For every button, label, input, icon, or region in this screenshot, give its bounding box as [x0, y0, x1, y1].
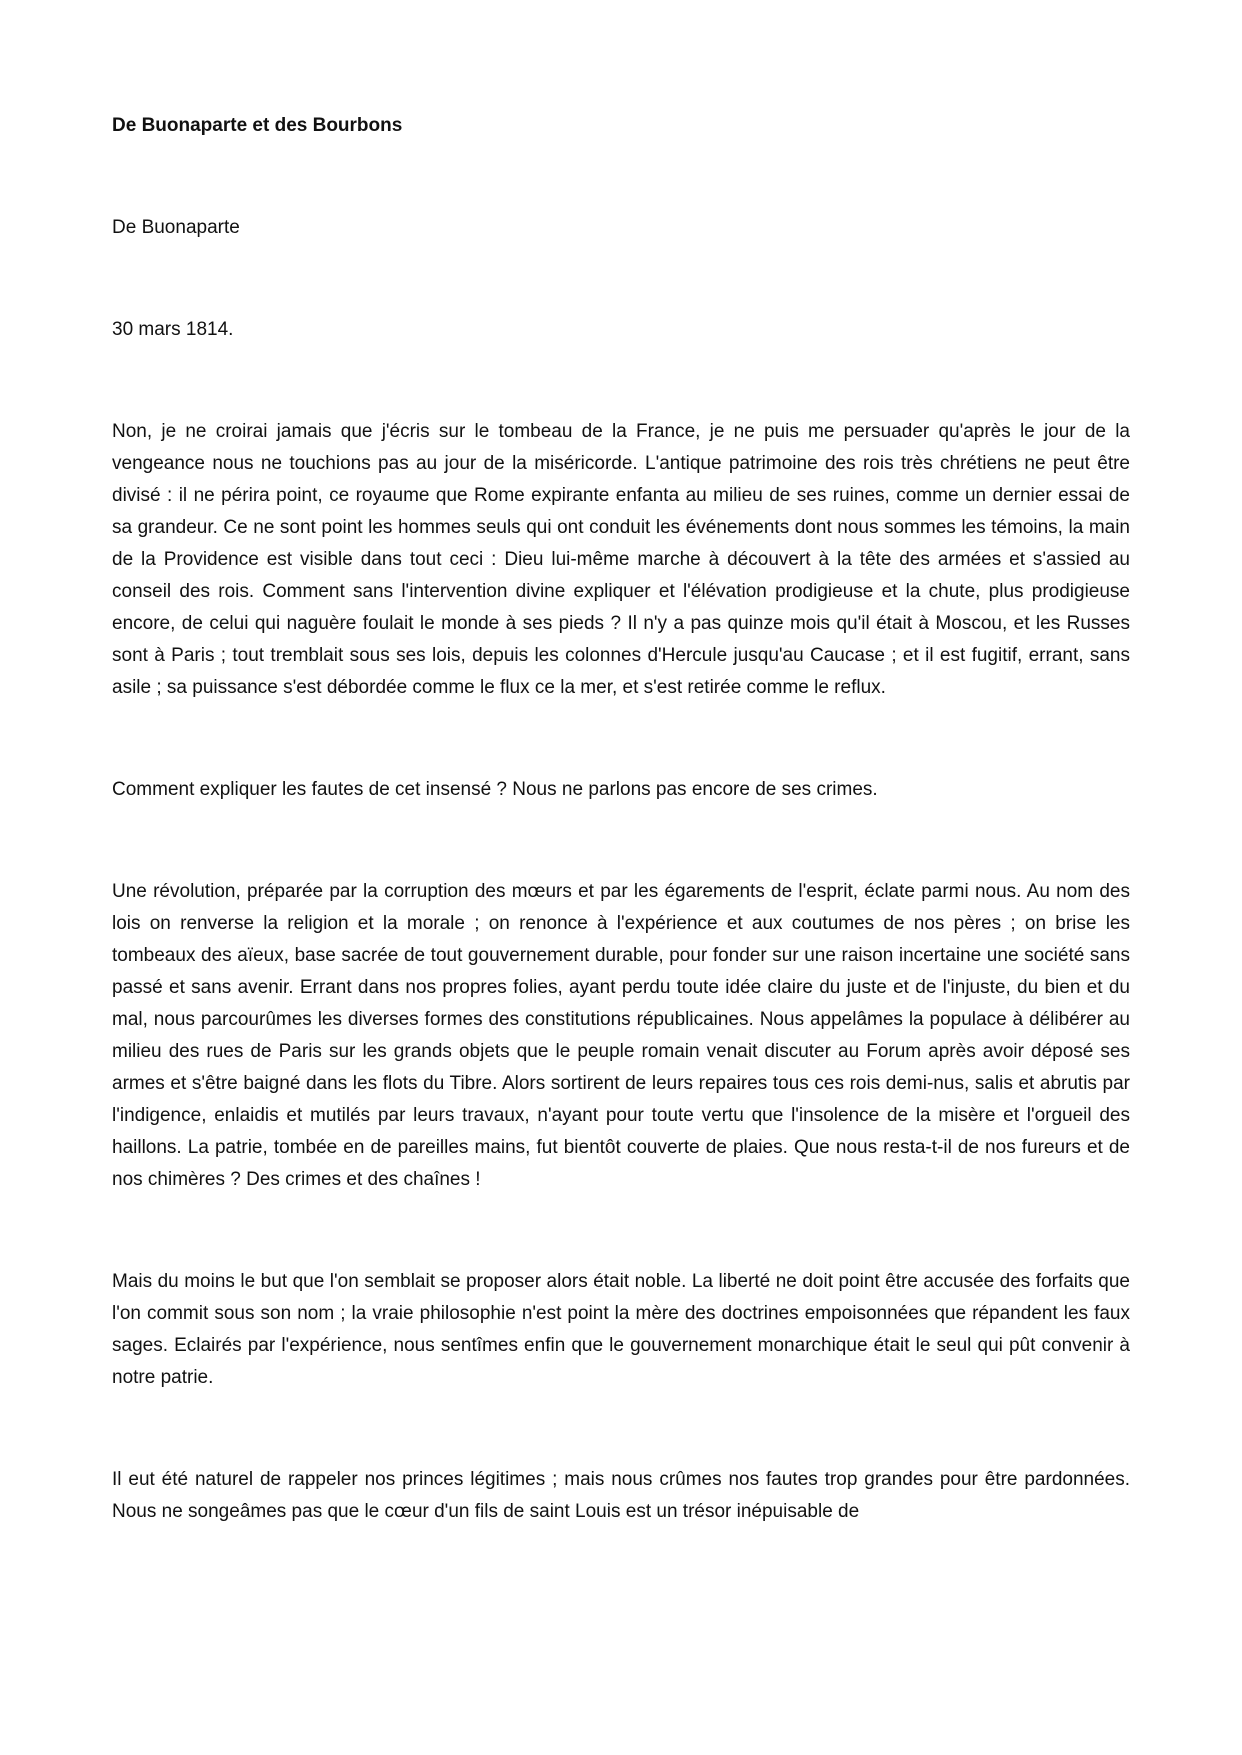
- paragraph-4: Mais du moins le but que l'on semblait se proposer alors était noble. La liberté ne doit point être accusée des forfaits que l'on commit sous son nom ; la vraie philosophie n'est point la mère des doctrines empoisonnées que répandent les faux sages. Eclairés par l'expérience, nous sentîmes enfin que le gouvernement monarchique était le seul qui pût convenir à notre patrie.: [112, 1271, 1130, 1388]
- paragraph-2: Comment expliquer les fautes de cet insensé ? Nous ne parlons pas encore de ses crimes.: [112, 779, 878, 800]
- paragraph-5: Il eut été naturel de rappeler nos princes légitimes ; mais nous crûmes nos fautes trop grandes pour être pardonnées. Nous ne songeâmes pas que le cœur d'un fils de saint Louis est un trésor inépuisable de: [112, 1469, 1130, 1522]
- document-date: 30 mars 1814.: [112, 319, 234, 340]
- paragraph-3: Une révolution, préparée par la corruption des mœurs et par les égarements de l'esprit, éclate parmi nous. Au nom des lois on renverse la religion et la morale ; on renonce à l'expérience et aux coutumes de nos pères ; on brise les tombeaux des aïeux, base sacrée de tout gouvernement durable, pour fonder sur une raison incertaine une société sans passé et sans avenir. Errant dans nos propres folies, ayant perdu toute idée claire du juste et de l'injuste, du bien et du mal, nous parcourûmes les diverses formes des constitutions républicaines. Nous appelâmes la populace à délibérer au milieu des rues de Paris sur les grands objets que le peuple romain venait discuter au Forum après avoir déposé ses armes et s'être baigné dans les flots du Tibre. Alors sortirent de leurs repaires tous ces rois demi-nus, salis et abrutis par l'indigence, enlaidis et mutilés par leurs travaux, n'ayant pour toute vertu que l'insolence de la misère et l'orgueil des haillons. La patrie, tombée en de pareilles mains, fut bientôt couverte de plaies. Que nous resta-t-il de nos fureurs et de nos chimères ? Des crimes et des chaînes !: [112, 881, 1130, 1190]
- section-title: De Buonaparte: [112, 217, 240, 238]
- document-page: [112, 110, 1130, 1528]
- document-title: De Buonaparte et des Bourbons: [112, 115, 403, 136]
- paragraph-1: Non, je ne croirai jamais que j'écris sur le tombeau de la France, je ne puis me persuader qu'après le jour de la vengeance nous ne touchions pas au jour de la miséricorde. L'antique patrimoine des rois très chrétiens ne peut être divisé : il ne périra point, ce royaume que Rome expirante enfanta au milieu de ses ruines, comme un dernier essai de sa grandeur. Ce ne sont point les hommes seuls qui ont conduit les événements dont nous sommes les témoins, la main de la Providence est visible dans tout ceci : Dieu lui-même marche à découvert à la tête des armées et s'assied au conseil des rois. Comment sans l'intervention divine expliquer et l'élévation prodigieuse et la chute, plus prodigieuse encore, de celui qui naguère foulait le monde à ses pieds ? Il n'y a pas quinze mois qu'il était à Moscou, et les Russes sont à Paris ; tout tremblait sous ses lois, depuis les colonnes d'Hercule jusqu'au Caucase ; et il est fugitif, errant, sans asile ; sa puissance s'est débordée comme le flux ce la mer, et s'est retirée comme le reflux.: [112, 421, 1130, 698]
